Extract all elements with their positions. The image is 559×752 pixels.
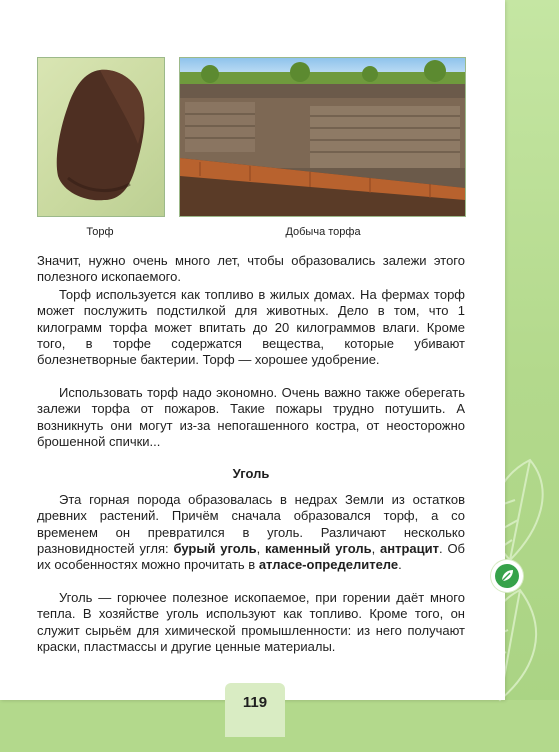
paragraph-5: Уголь — горючее полезное ископаемое, при горении даёт много тепла. В хозяйстве уголь используют как топливо. Кроме того, он служит сырьём для химической промышленности: из него получают краски, пластмассы и другие ценные материалы. (37, 590, 465, 654)
paragraph-2: Торф используется как топливо в жилых домах. На фермах торф может послужить подстилкой для животных. Дело в том, что 1 килограмм торфа может впитать до 20 килограммов влаги. Кроме того, в торфе содержатся вещества, которые убивают болезнетворные бактерии. Торф — хорошее удобрение. (37, 287, 465, 368)
term-hard-coal: каменный уголь (265, 540, 372, 556)
term-anthracite: антрацит (380, 540, 440, 556)
paragraph-4 (37, 492, 465, 573)
peat-mining-photo (179, 57, 466, 217)
peat-mining-image (180, 58, 465, 216)
peat-photo (37, 57, 165, 217)
leaf-badge[interactable] (491, 560, 523, 592)
term-brown-coal: бурый уголь (173, 540, 257, 556)
leaf-icon (495, 564, 519, 588)
p4-text-2: . Об их особенностях можно прочитать в (37, 540, 466, 573)
p4-separator-2: , (371, 540, 381, 556)
peat-block-image (38, 58, 164, 216)
paragraph-1: Значит, нужно очень много лет, чтобы образовались залежи этого полезного ископаемого. (37, 253, 465, 285)
p4-text-1: Эта горная порода образовалась в недрах Земли из остатков древних растений. Причём сначала образовался торф, а со временем он превратился в уголь. Различают несколько разновидностей угля: (37, 492, 465, 556)
p4-end: . (398, 557, 402, 573)
term-atlas: атласе-определителе (258, 557, 399, 573)
peat-caption: Торф (86, 226, 114, 238)
paragraph-3: Использовать торф надо экономно. Очень важно также оберегать залежи торфа от пожаров. Такие пожары трудно потушить. А возникнуть они могут из-за непогашенного костра, от неосторожно брошенной спички... (37, 385, 465, 449)
p4-separator-1: , (256, 540, 266, 556)
mining-caption: Добыча торфа (285, 226, 361, 238)
section-heading-coal: Уголь (232, 466, 270, 481)
page-number: 119 (242, 694, 268, 711)
badge-circle (495, 564, 519, 588)
